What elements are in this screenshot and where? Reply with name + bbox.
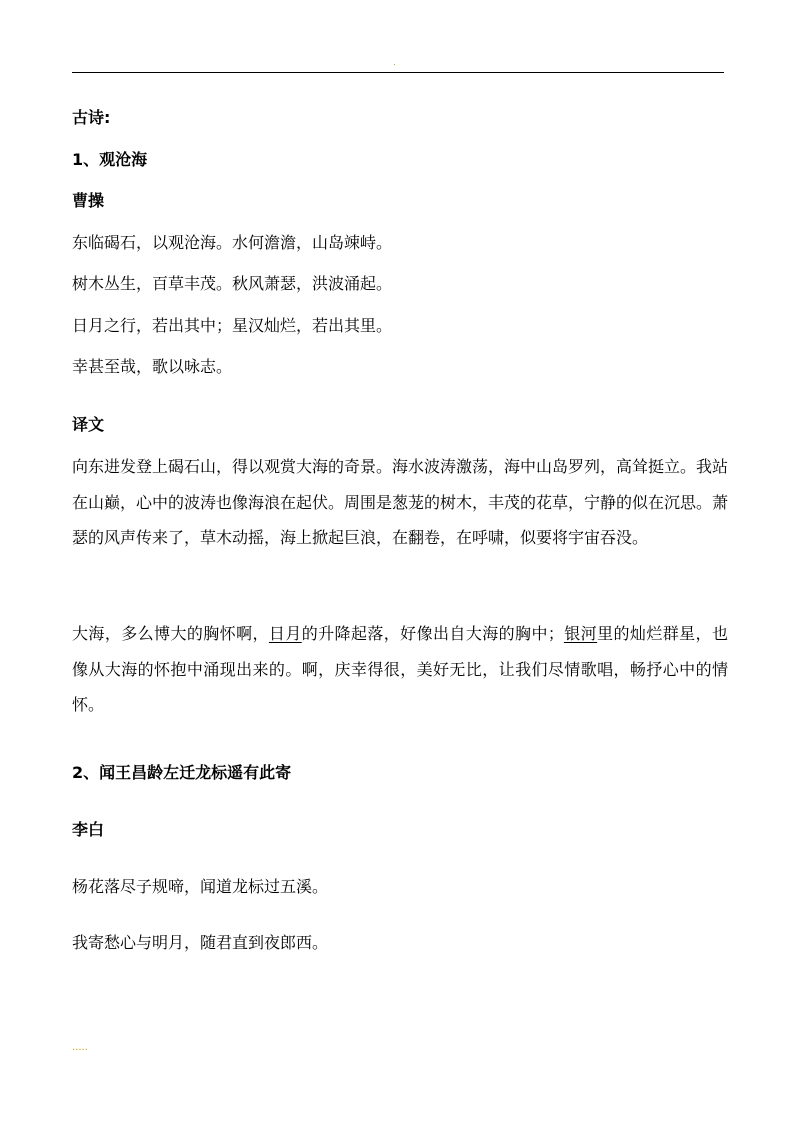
poem2-author: 李白	[72, 820, 105, 839]
section-title: 古诗:	[72, 108, 111, 127]
poem2-line-1: 杨花落尽子规啼，闻道龙标过五溪。	[72, 877, 329, 896]
poem1-author: 曹操	[72, 191, 105, 210]
poem1-line-2: 树木丛生，百草丰茂。秋风萧瑟，洪波涌起。	[72, 274, 393, 293]
header-rule	[72, 72, 724, 73]
poem2-title: 2、闻王昌龄左迁龙标遥有此寄	[72, 763, 292, 782]
translation-paragraph-2	[72, 616, 728, 723]
header-mark: .	[393, 58, 396, 68]
poem2-line-2: 我寄愁心与明月，随君直到夜郎西。	[72, 933, 329, 952]
translation-heading: 译文	[72, 415, 105, 434]
underlined-sun-moon: 日月	[268, 624, 302, 643]
translation-p2-seg3: 里的灿烂群星，也像从大海的怀抱中涌现出来的。啊，庆幸得很，美好无比，让我们尽情歌唱，畅抒心中的情怀。	[72, 624, 728, 714]
translation-p2-seg1: 大海，多么博大的胸怀啊，	[72, 624, 269, 643]
poem1-title: 1、观沧海	[72, 150, 148, 169]
poem1-line-3: 日月之行，若出其中；星汉灿烂，若出其里。	[72, 316, 393, 335]
translation-p2-seg2: 的升降起落，好像出自大海的胸中；	[301, 624, 564, 643]
footer-mark: .....	[72, 1042, 88, 1053]
poem1-line-4: 幸甚至哉，歌以咏志。	[72, 357, 233, 376]
translation-paragraph-1: 向东进发登上碣石山，得以观赏大海的奇景。海水波涛激荡，海中山岛罗列，高耸挺立。我站在山巅，心中的波涛也像海浪在起伏。周围是葱茏的树木，丰茂的花草，宁静的似在沉思。萧瑟的风声传来了，草木动摇，海上掀起巨浪，在翻卷，在呼啸，似要将宇宙吞没。	[72, 457, 729, 547]
poem1-line-1: 东临碣石，以观沧海。水何澹澹，山岛竦峙。	[72, 233, 393, 252]
underlined-milky-way: 银河	[563, 624, 598, 643]
